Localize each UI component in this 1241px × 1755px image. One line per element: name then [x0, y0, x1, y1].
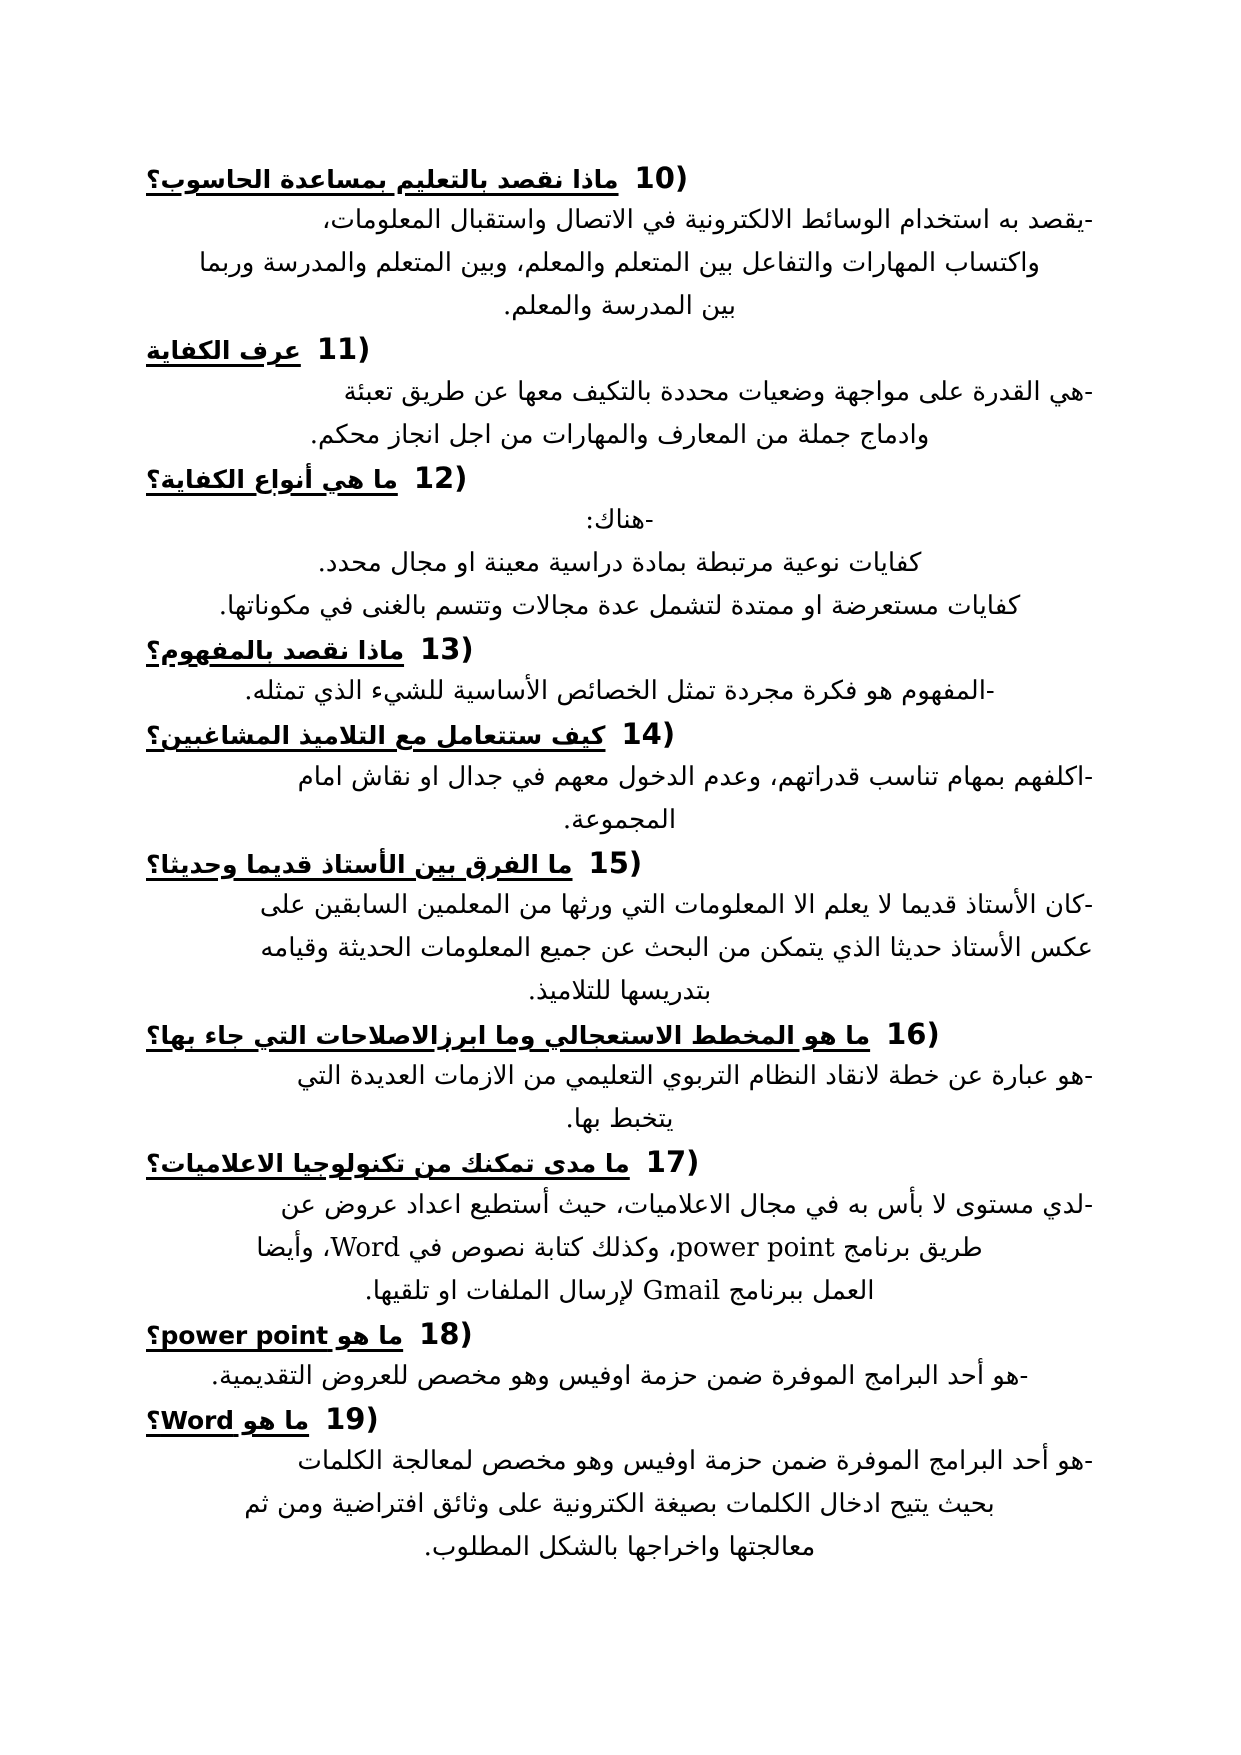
answer-line: المجموعة. [562, 804, 677, 835]
question-number: 18) [419, 1316, 473, 1351]
question-text: ماذا نقصد بالمفهوم؟ [146, 636, 405, 666]
answer-line: -هو أحد البرامج الموفرة ضمن حزمة اوفيس وهو مخصص لمعالجة الكلمات [297, 1446, 1093, 1477]
question-heading [146, 1399, 1093, 1440]
question-number: 13) [420, 632, 474, 667]
answer-line: معالجتها واخراجها بالشكل المطلوب. [423, 1532, 816, 1563]
answer-line: -هو عبارة عن خطة لانقاد النظام التربوي التعليمي من الازمات العديدة التي [296, 1061, 1093, 1092]
question-text: ما مدى تمكنك من تكنولوجيا الاعلاميات؟ [146, 1149, 630, 1179]
qa-block [146, 158, 1093, 327]
qa-block [146, 1399, 1093, 1568]
answer-line: -كان الأستاذ قديما لا يعلم الا المعلومات التي ورثها من المعلمين السابقين على [259, 889, 1093, 920]
question-number: 12) [413, 460, 468, 495]
answer-line: كفايات مستعرضة او ممتدة لتشمل عدة مجالات وتتسم بالغنى في مكوناتها. [218, 591, 1021, 622]
answer-line: -هو أحد البرامج الموفرة ضمن حزمة اوفيس وهو مخصص للعروض التقديمية. [210, 1361, 1029, 1392]
question-text: ما الفرق بين الأستاذ قديما وحديثا؟ [146, 849, 573, 879]
question-heading [146, 629, 1093, 670]
answer-line: -اكلفهم بمهام تناسب قدراتهم، وعدم الدخول معهم في جدال او نقاش امام [297, 761, 1093, 792]
answer-line: العمل ببرنامج Gmail لإرسال الملفات او تلقيها. [364, 1275, 875, 1306]
question-text: ما هو power point؟ [146, 1320, 404, 1350]
question-number: 14) [621, 717, 676, 752]
question-number: 16) [886, 1017, 940, 1052]
document-body [146, 158, 1093, 1571]
answer-line: يتخبط بها. [565, 1104, 674, 1135]
qa-block [146, 1142, 1093, 1311]
answer-line: كفايات نوعية مرتبطة بمادة دراسية معينة او مجال محدد. [317, 547, 922, 578]
answer-line: بين المدرسة والمعلم. [503, 291, 736, 322]
question-number: 15) [588, 845, 643, 880]
question-text: ما هي أنواع الكفاية؟ [146, 464, 398, 494]
answer-line: عكس الأستاذ حديثا الذي يتمكن من البحث عن جميع المعلومات الحديثة وقيامه [260, 932, 1093, 963]
question-heading [146, 329, 1093, 370]
answer-line: طريق برنامج power point، وكذلك كتابة نصوص في Word، وأيضا [256, 1232, 983, 1263]
answer-line: -هي القدرة على مواجهة وضعيات محددة بالتكيف معها عن طريق تعبئة [343, 376, 1093, 407]
question-text: ما هو Word؟ [146, 1406, 310, 1436]
answer-line: -يقصد به استخدام الوسائط الالكترونية في الاتصال واستقبال المعلومات، [321, 205, 1093, 236]
answer-line: بتدريسها للتلاميذ. [527, 976, 712, 1007]
qa-block [146, 329, 1093, 455]
qa-block [146, 629, 1093, 712]
question-heading [146, 158, 1093, 199]
question-heading [146, 843, 1093, 884]
question-number: 11) [316, 332, 371, 367]
qa-block [146, 843, 1093, 1012]
answer-line: واكتساب المهارات والتفاعل بين المتعلم والمعلم، وبين المتعلم والمدرسة وربما [199, 248, 1040, 279]
answer-line: -هناك: [585, 504, 654, 535]
question-text: ما هو المخطط الاستعجالي وما ابرزالاصلاحات التي جاء بها؟ [146, 1021, 871, 1051]
qa-block [146, 1314, 1093, 1397]
question-text: ماذا نقصد بالتعليم بمساعدة الحاسوب؟ [146, 165, 619, 194]
answer-line: -لدي مستوى لا بأس به في مجال الاعلاميات، حيث أستطيع اعداد عروض عن [280, 1189, 1093, 1220]
answer-line: وادماج جملة من المعارف والمهارات من اجل انجاز محكم. [309, 419, 930, 450]
question-heading [146, 1014, 1093, 1055]
qa-block [146, 714, 1093, 840]
answer-line: -المفهوم هو فكرة مجردة تمثل الخصائص الأساسية للشيء الذي تمثله. [244, 676, 995, 707]
question-heading [146, 458, 1093, 499]
question-number: 10) [634, 161, 689, 195]
question-number: 17) [645, 1145, 700, 1180]
question-text: عرف الكفاية [146, 336, 301, 366]
answer-line: بحيث يتيح ادخال الكلمات بصيغة الكترونية على وثائق افتراضية ومن ثم [244, 1489, 995, 1520]
question-heading [146, 1314, 1093, 1355]
qa-block [146, 458, 1093, 627]
question-number: 19) [325, 1402, 379, 1437]
question-heading [146, 714, 1093, 755]
qa-block [146, 1014, 1093, 1140]
question-heading [146, 1142, 1093, 1183]
question-text: كيف ستتعامل مع التلاميذ المشاغبين؟ [146, 721, 606, 751]
